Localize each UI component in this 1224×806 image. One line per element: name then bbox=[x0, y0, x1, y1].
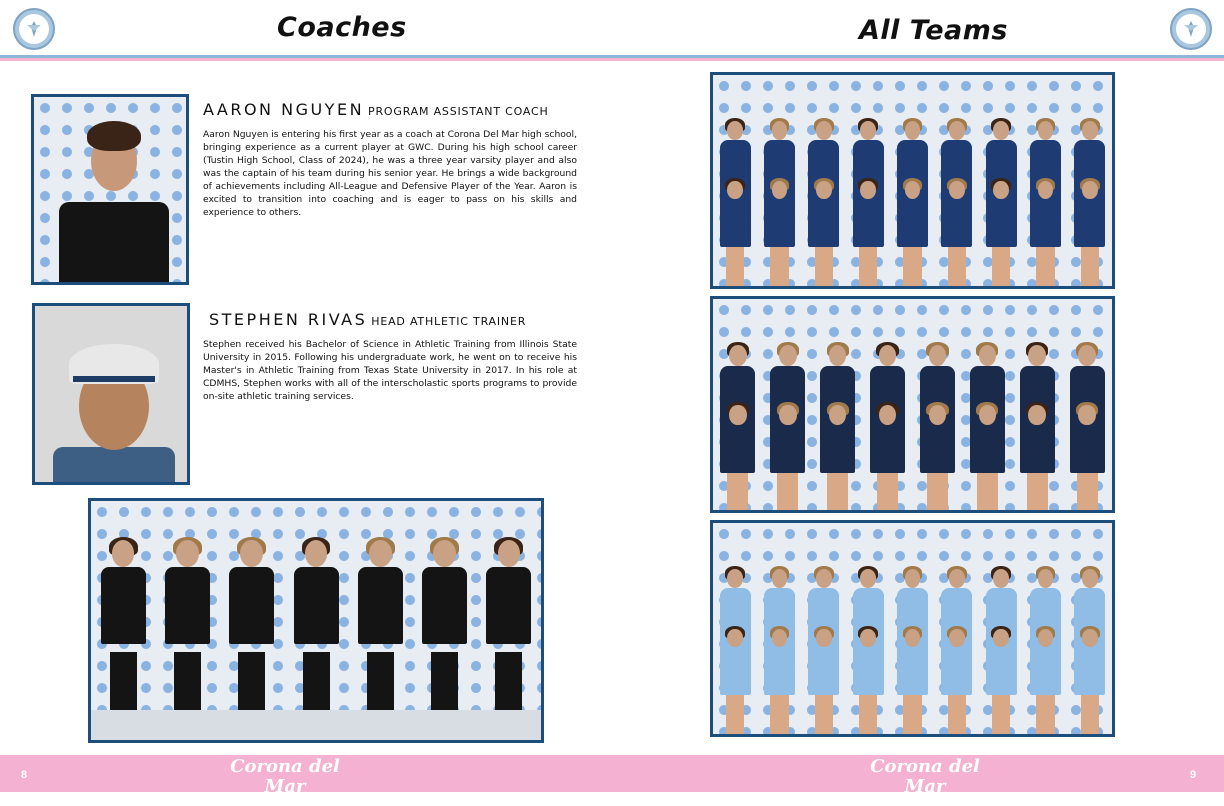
person-silhouette bbox=[165, 540, 210, 712]
person-silhouette bbox=[720, 181, 751, 287]
person-silhouette bbox=[1074, 181, 1105, 287]
person-silhouette bbox=[897, 629, 928, 735]
person-silhouette bbox=[853, 181, 884, 287]
person-silhouette bbox=[1074, 629, 1105, 735]
team-photo-varsity bbox=[710, 72, 1115, 289]
coach-name: STEPHEN RIVAS bbox=[209, 310, 368, 329]
coach-bio: Stephen received his Bachelor of Science in Athletic Training from Illinois State University in 2015. Following his undergraduate work, he went on to receive his Master's in Athletic Training from Texas State University in 2017. In his role at CDMHS, Stephen works with all of the interscholastic sports programs to provide on-site athletic training services. bbox=[203, 339, 577, 402]
person-silhouette bbox=[1020, 405, 1055, 511]
person-silhouette bbox=[853, 629, 884, 735]
person-silhouette bbox=[1070, 405, 1105, 511]
header-stripe-pink bbox=[0, 58, 1224, 61]
person-silhouette bbox=[941, 629, 972, 735]
brand-wordmark: Corona del Mar bbox=[230, 756, 340, 797]
person-silhouette bbox=[720, 405, 755, 511]
person-silhouette bbox=[229, 540, 274, 712]
coach-role: PROGRAM ASSISTANT COACH bbox=[368, 105, 549, 118]
person-silhouette bbox=[358, 540, 403, 712]
person-silhouette bbox=[986, 629, 1017, 735]
coach-role: HEAD ATHLETIC TRAINER bbox=[371, 315, 527, 328]
school-crest-icon bbox=[1170, 8, 1212, 50]
team-photo-frosh-soph bbox=[710, 520, 1115, 737]
page-number-left: 8 bbox=[21, 769, 28, 781]
person-silhouette bbox=[808, 629, 839, 735]
footer-bar bbox=[0, 755, 1224, 804]
person-silhouette bbox=[486, 540, 531, 712]
brand-wordmark: Corona del Mar bbox=[870, 756, 980, 797]
coach-photo-stephen bbox=[32, 303, 190, 485]
coach-bio: Aaron Nguyen is entering his first year as a coach at Corona Del Mar high school, bringing experience as a current player at GWC. During his high school career (Tustin High School, Class of 2024), he was a three year varsity player and also was the captain of his team during his senior year. He brings a wide background of achievements including All-League and Defensive Player of the Year. Aaron is excited to transition into coaching and is eager to pass on his skills and experience to others. bbox=[203, 129, 578, 218]
person-silhouette bbox=[764, 181, 795, 287]
person-silhouette bbox=[1030, 181, 1061, 287]
person-silhouette bbox=[897, 181, 928, 287]
page-number-right: 9 bbox=[1190, 769, 1197, 781]
brand-subtitle: VOLLEYBALL bbox=[875, 798, 975, 804]
page-title-coaches: Coaches bbox=[277, 12, 407, 43]
person-silhouette bbox=[941, 181, 972, 287]
person-silhouette bbox=[920, 405, 955, 511]
person-silhouette bbox=[294, 540, 339, 712]
coach-heading-aaron bbox=[203, 100, 549, 120]
coaching-staff-photo bbox=[88, 498, 544, 743]
person-silhouette bbox=[970, 405, 1005, 511]
person-silhouette bbox=[820, 405, 855, 511]
footer-brand-left bbox=[220, 757, 350, 806]
person-silhouette bbox=[720, 629, 751, 735]
person-silhouette bbox=[101, 540, 146, 712]
brand-subtitle: VOLLEYBALL bbox=[235, 798, 335, 804]
person-silhouette bbox=[770, 405, 805, 511]
team-photo-jv bbox=[710, 296, 1115, 513]
page-title-all-teams: All Teams bbox=[859, 15, 1008, 46]
person-silhouette bbox=[1030, 629, 1061, 735]
school-crest-icon bbox=[13, 8, 55, 50]
person-silhouette bbox=[870, 405, 905, 511]
footer-brand-right bbox=[860, 757, 990, 806]
coach-photo-aaron bbox=[31, 94, 189, 285]
person-silhouette bbox=[808, 181, 839, 287]
coach-heading-stephen bbox=[209, 310, 526, 330]
person-silhouette bbox=[764, 629, 795, 735]
person-silhouette bbox=[422, 540, 467, 712]
person-silhouette bbox=[986, 181, 1017, 287]
coach-name: AARON NGUYEN bbox=[203, 100, 365, 119]
